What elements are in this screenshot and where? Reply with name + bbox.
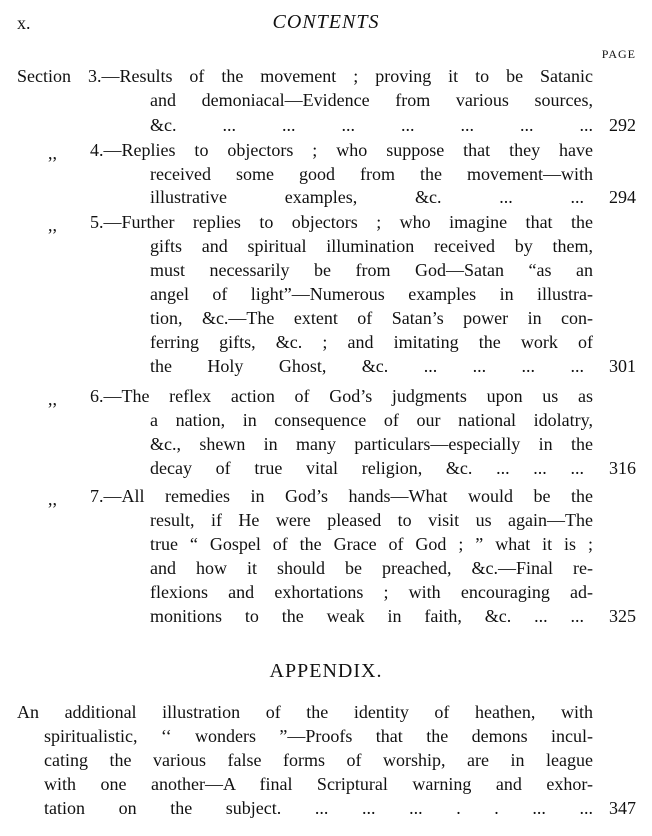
entry-leader-line: illustrative examples, &c. ... ... [150,187,584,207]
ditto-mark: ,, [48,143,57,163]
page-number: 292 [609,115,636,135]
entry-leader-line: &c. ... ... ... ... ... ... ... [150,115,593,135]
entry-line: ferring gifts, &c. ; and imitating the work of [150,332,593,352]
page-roman-numeral: x. [17,13,31,33]
ditto-mark: ,, [48,489,57,509]
entry-line: 5.—Further replies to objectors ; who imagine that the [90,212,593,232]
ditto-mark: ,, [48,215,57,235]
entry-leader-line: monitions to the weak in faith, &c. ... ... [150,606,584,626]
entry-line: received some good from the movement—with [150,164,593,184]
page-number: 294 [609,187,636,207]
entry-leader-line: the Holy Ghost, &c. ... ... ... ... [150,356,584,376]
entry-line: with one another—A final Scriptural warning and exhor- [44,774,593,794]
page-title: CONTENTS [272,11,380,33]
entry-line: tion, &c.—The extent of Satan’s power in con- [150,308,593,328]
entry-line: true “ Gospel of the Grace of God ; ” what it is ; [150,534,593,554]
appendix-heading: APPENDIX. [269,660,383,682]
entry-line: and demoniacal—Evidence from various sources, [150,90,593,110]
entry-line: spiritualistic, ‘‘ wonders ”—Proofs that the demons incul- [44,726,593,746]
entry-line: 7.—All remedies in God’s hands—What would be the [90,486,593,506]
entry-line: gifts and spiritual illumination received by them, [150,236,593,256]
page-number: 301 [609,356,636,376]
entry-line: result, if He were pleased to visit us again—The [150,510,593,530]
entry-line: must necessarily be from God—Satan “as an [150,260,593,280]
ditto-mark: ,, [48,389,57,409]
entry-line: An additional illustration of the identity of heathen, with [17,702,593,722]
entry-line: flexions and exhortations ; with encouraging ad- [150,582,593,602]
entry-leader-line: decay of true vital religion, &c. ... ... ... [150,458,584,478]
entry-line: &c., shewn in many particulars—especially in the [150,434,593,454]
entry-line: angel of light”—Numerous examples in illustra- [150,284,593,304]
page-number: 316 [609,458,636,478]
page-column-label: PAGE [601,47,636,61]
entry-line: a nation, in consequence of our national idolatry, [150,410,593,430]
entry-line: 6.—The reflex action of God’s judgments upon us as [90,386,593,406]
page-number: 325 [609,606,636,626]
entry-leader-line: tation on the subject. ... ... ... . . ... ... [44,798,593,818]
entry-line: 4.—Replies to objectors ; who suppose that they have [90,140,593,160]
entry-line: Section 3.—Results of the movement ; proving it to be Satanic [17,66,593,86]
page-number: 347 [609,798,636,818]
entry-line: and how it should be preached, &c.—Final re- [150,558,593,578]
entry-line: cating the various false forms of worship, are in league [44,750,593,770]
